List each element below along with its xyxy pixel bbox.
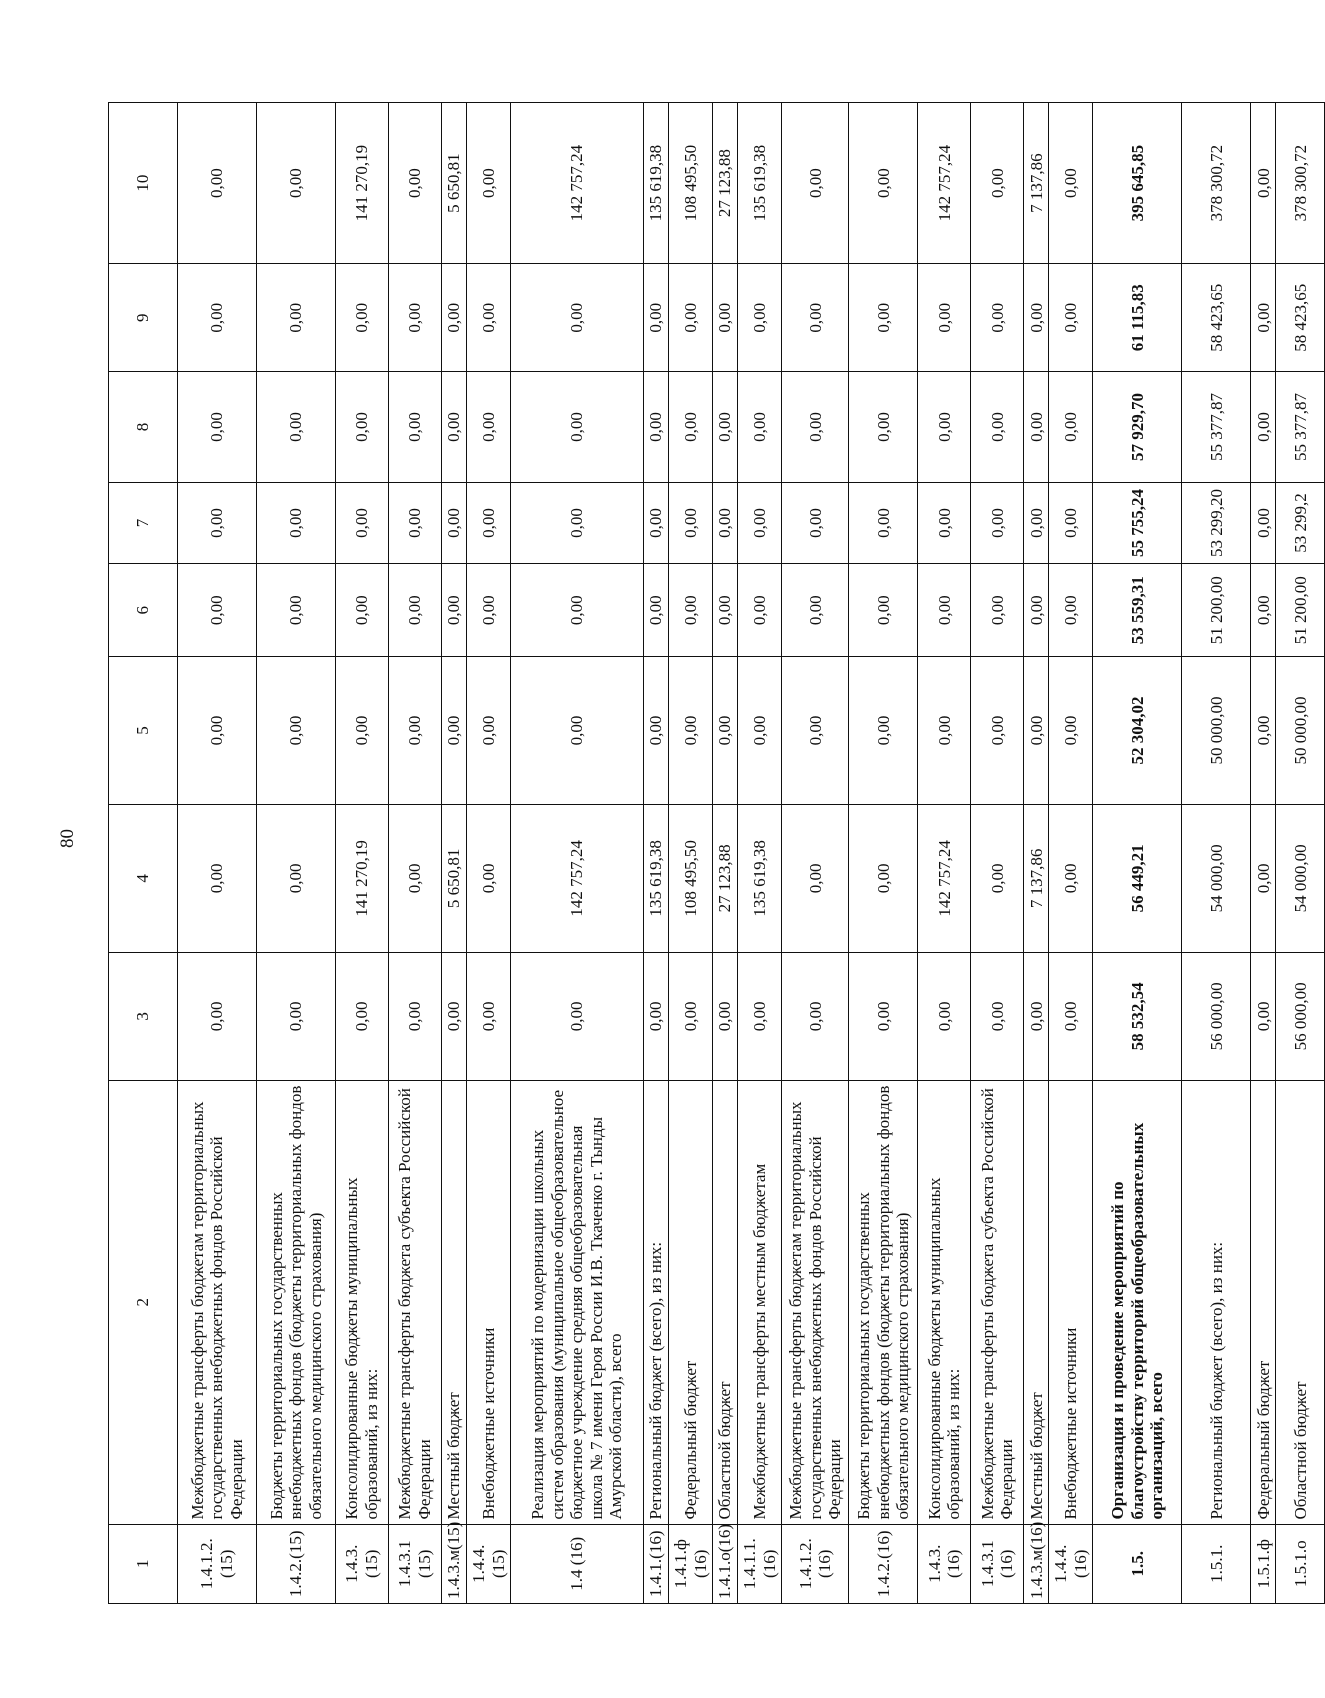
row-value-col-6: 51 200,00 xyxy=(1182,564,1251,657)
row-code: 1.4.3. (15) xyxy=(336,1524,389,1603)
row-name: Федеральный бюджет xyxy=(1251,1080,1276,1524)
column-header: 10 xyxy=(109,103,178,264)
row-name: Консолидированные бюджеты муниципальных образований, из них: xyxy=(336,1080,389,1524)
row-value-col-5: 50 000,00 xyxy=(1182,657,1251,805)
column-header: 9 xyxy=(109,264,178,372)
row-value-col-6: 0,00 xyxy=(738,564,782,657)
row-code: 1.5.1.о xyxy=(1276,1524,1325,1603)
table-row xyxy=(669,103,713,1604)
column-header: 6 xyxy=(109,564,178,657)
row-value-col-9: 0,00 xyxy=(918,264,971,372)
row-value-col-4: 0,00 xyxy=(467,804,511,952)
row-code: 1.4.3.1 (15) xyxy=(389,1524,442,1603)
row-value-col-7: 55 755,24 xyxy=(1093,482,1182,564)
row-value-col-5: 0,00 xyxy=(971,657,1024,805)
row-value-col-10: 0,00 xyxy=(257,103,336,264)
table-row xyxy=(849,103,918,1604)
row-value-col-9: 0,00 xyxy=(257,264,336,372)
row-code: 1.4.3. (16) xyxy=(918,1524,971,1603)
row-value-col-10: 135 619,38 xyxy=(738,103,782,264)
row-value-col-3: 0,00 xyxy=(669,952,713,1080)
table-row xyxy=(1251,103,1276,1604)
row-value-col-8: 0,00 xyxy=(669,372,713,482)
row-value-col-10: 5 650,81 xyxy=(442,103,467,264)
row-value-col-9: 58 423,65 xyxy=(1182,264,1251,372)
row-value-col-6: 0,00 xyxy=(389,564,442,657)
row-value-col-9: 0,00 xyxy=(178,264,257,372)
row-value-col-7: 0,00 xyxy=(511,482,644,564)
row-value-col-3: 0,00 xyxy=(971,952,1024,1080)
row-value-col-6: 0,00 xyxy=(644,564,669,657)
row-value-col-3: 58 532,54 xyxy=(1093,952,1182,1080)
row-value-col-10: 7 137,86 xyxy=(1024,103,1049,264)
row-value-col-4: 0,00 xyxy=(782,804,849,952)
row-code: 1.5.1. xyxy=(1182,1524,1251,1603)
row-value-col-5: 0,00 xyxy=(849,657,918,805)
row-value-col-9: 0,00 xyxy=(511,264,644,372)
row-value-col-5: 0,00 xyxy=(738,657,782,805)
row-value-col-7: 0,00 xyxy=(467,482,511,564)
row-value-col-10: 0,00 xyxy=(467,103,511,264)
row-value-col-10: 142 757,24 xyxy=(918,103,971,264)
row-value-col-10: 395 645,85 xyxy=(1093,103,1182,264)
column-header: 3 xyxy=(109,952,178,1080)
row-value-col-7: 0,00 xyxy=(669,482,713,564)
table-row xyxy=(1276,103,1325,1604)
row-code: 1.4.3.м(15) xyxy=(442,1524,467,1603)
row-value-col-8: 0,00 xyxy=(511,372,644,482)
row-value-col-10: 135 619,38 xyxy=(644,103,669,264)
table-row xyxy=(1182,103,1251,1604)
row-value-col-7: 0,00 xyxy=(782,482,849,564)
row-value-col-6: 0,00 xyxy=(442,564,467,657)
row-value-col-4: 54 000,00 xyxy=(1182,804,1251,952)
row-value-col-6: 0,00 xyxy=(782,564,849,657)
row-value-col-3: 0,00 xyxy=(713,952,738,1080)
row-value-col-5: 0,00 xyxy=(467,657,511,805)
row-name: Местный бюджет xyxy=(1024,1080,1049,1524)
row-code: 1.4.1.1.(16) xyxy=(738,1524,782,1603)
table-row xyxy=(1093,103,1182,1604)
table-row xyxy=(389,103,442,1604)
row-value-col-5: 0,00 xyxy=(257,657,336,805)
row-value-col-6: 0,00 xyxy=(1024,564,1049,657)
row-name: Межбюджетные трансферты бюджетам территориальных государственных внебюджетных фондов Российской Федерации xyxy=(178,1080,257,1524)
row-value-col-5: 0,00 xyxy=(782,657,849,805)
row-name: Местный бюджет xyxy=(442,1080,467,1524)
row-value-col-3: 0,00 xyxy=(1049,952,1093,1080)
page-number: 80 xyxy=(57,829,78,848)
row-value-col-8: 0,00 xyxy=(1049,372,1093,482)
row-value-col-4: 0,00 xyxy=(849,804,918,952)
row-value-col-10: 378 300,72 xyxy=(1182,103,1251,264)
row-value-col-8: 0,00 xyxy=(336,372,389,482)
row-value-col-9: 0,00 xyxy=(713,264,738,372)
row-value-col-3: 0,00 xyxy=(782,952,849,1080)
row-value-col-3: 0,00 xyxy=(1251,952,1276,1080)
row-value-col-8: 0,00 xyxy=(849,372,918,482)
row-name: Организация и проведение мероприятий по благоустройству территорий общеобразовательных организаций, всего xyxy=(1093,1080,1182,1524)
row-value-col-7: 0,00 xyxy=(1049,482,1093,564)
budget-table xyxy=(108,102,1325,1604)
row-value-col-4: 108 495,50 xyxy=(669,804,713,952)
row-value-col-6: 51 200,00 xyxy=(1276,564,1325,657)
table-row xyxy=(918,103,971,1604)
row-value-col-7: 0,00 xyxy=(442,482,467,564)
row-code: 1.4.4. (15) xyxy=(467,1524,511,1603)
row-value-col-8: 0,00 xyxy=(467,372,511,482)
table-row xyxy=(644,103,669,1604)
row-value-col-9: 0,00 xyxy=(1049,264,1093,372)
row-value-col-4: 135 619,38 xyxy=(738,804,782,952)
row-value-col-3: 0,00 xyxy=(511,952,644,1080)
row-value-col-4: 0,00 xyxy=(1049,804,1093,952)
row-name: Областной бюджет xyxy=(713,1080,738,1524)
row-value-col-6: 0,00 xyxy=(467,564,511,657)
column-header: 5 xyxy=(109,657,178,805)
row-value-col-6: 53 559,31 xyxy=(1093,564,1182,657)
row-value-col-7: 0,00 xyxy=(1024,482,1049,564)
row-value-col-3: 0,00 xyxy=(467,952,511,1080)
table-row xyxy=(713,103,738,1604)
row-code: 1.4.3.1 (16) xyxy=(971,1524,1024,1603)
row-code: 1.4.4. (16) xyxy=(1049,1524,1093,1603)
row-value-col-8: 0,00 xyxy=(782,372,849,482)
row-value-col-4: 7 137,86 xyxy=(1024,804,1049,952)
row-value-col-9: 0,00 xyxy=(849,264,918,372)
row-value-col-7: 53 299,2 xyxy=(1276,482,1325,564)
row-value-col-4: 5 650,81 xyxy=(442,804,467,952)
row-value-col-8: 0,00 xyxy=(644,372,669,482)
row-value-col-9: 0,00 xyxy=(1024,264,1049,372)
row-value-col-6: 0,00 xyxy=(178,564,257,657)
row-code: 1.4.1.о(16) xyxy=(713,1524,738,1603)
rotated-page xyxy=(108,102,1310,1604)
row-value-col-7: 0,00 xyxy=(178,482,257,564)
row-value-col-10: 0,00 xyxy=(849,103,918,264)
row-value-col-10: 142 757,24 xyxy=(511,103,644,264)
table-row xyxy=(738,103,782,1604)
row-value-col-3: 56 000,00 xyxy=(1182,952,1251,1080)
row-value-col-5: 0,00 xyxy=(713,657,738,805)
row-name: Бюджеты территориальных государственных внебюджетных фондов (бюджеты территориальных фондов обязательного медицинского страхования) xyxy=(257,1080,336,1524)
row-code: 1.4.2.(15) xyxy=(257,1524,336,1603)
column-header: 1 xyxy=(109,1524,178,1603)
row-value-col-6: 0,00 xyxy=(336,564,389,657)
row-value-col-5: 0,00 xyxy=(1024,657,1049,805)
row-value-col-8: 0,00 xyxy=(1251,372,1276,482)
table-row xyxy=(511,103,644,1604)
row-value-col-4: 0,00 xyxy=(257,804,336,952)
row-value-col-6: 0,00 xyxy=(257,564,336,657)
row-value-col-5: 0,00 xyxy=(511,657,644,805)
row-value-col-9: 0,00 xyxy=(738,264,782,372)
row-value-col-8: 0,00 xyxy=(178,372,257,482)
row-value-col-4: 142 757,24 xyxy=(918,804,971,952)
row-value-col-9: 0,00 xyxy=(442,264,467,372)
row-name: Внебюджетные источники xyxy=(467,1080,511,1524)
row-value-col-3: 0,00 xyxy=(644,952,669,1080)
row-name: Федеральный бюджет xyxy=(669,1080,713,1524)
row-value-col-8: 57 929,70 xyxy=(1093,372,1182,482)
row-name: Межбюджетные трансферты бюджета субъекта Российской Федерации xyxy=(971,1080,1024,1524)
row-value-col-9: 0,00 xyxy=(669,264,713,372)
row-value-col-5: 0,00 xyxy=(178,657,257,805)
row-code: 1.4.3.м(16) xyxy=(1024,1524,1049,1603)
row-value-col-10: 0,00 xyxy=(1251,103,1276,264)
row-code: 1.5.1.ф xyxy=(1251,1524,1276,1603)
row-value-col-4: 141 270,19 xyxy=(336,804,389,952)
row-name: Внебюджетные источники xyxy=(1049,1080,1093,1524)
row-name: Бюджеты территориальных государственных внебюджетных фондов (бюджеты территориальных фондов обязательного медицинского страхования) xyxy=(849,1080,918,1524)
row-value-col-4: 0,00 xyxy=(1251,804,1276,952)
row-code: 1.4.1.(16) xyxy=(644,1524,669,1603)
row-value-col-8: 0,00 xyxy=(971,372,1024,482)
row-name: Областной бюджет xyxy=(1276,1080,1325,1524)
row-value-col-7: 0,00 xyxy=(738,482,782,564)
row-value-col-9: 61 115,83 xyxy=(1093,264,1182,372)
row-value-col-4: 142 757,24 xyxy=(511,804,644,952)
row-name: Межбюджетные трансферты бюджета субъекта Российской Федерации xyxy=(389,1080,442,1524)
row-value-col-3: 0,00 xyxy=(336,952,389,1080)
row-value-col-3: 0,00 xyxy=(849,952,918,1080)
column-header-row xyxy=(109,103,178,1604)
row-value-col-9: 0,00 xyxy=(336,264,389,372)
row-value-col-3: 0,00 xyxy=(738,952,782,1080)
row-value-col-4: 0,00 xyxy=(178,804,257,952)
row-value-col-5: 0,00 xyxy=(442,657,467,805)
row-value-col-10: 0,00 xyxy=(389,103,442,264)
row-value-col-6: 0,00 xyxy=(849,564,918,657)
table-row xyxy=(1049,103,1093,1604)
table-row xyxy=(467,103,511,1604)
row-value-col-3: 0,00 xyxy=(442,952,467,1080)
row-value-col-8: 0,00 xyxy=(918,372,971,482)
row-value-col-8: 0,00 xyxy=(713,372,738,482)
table-row xyxy=(442,103,467,1604)
row-value-col-10: 0,00 xyxy=(1049,103,1093,264)
table-row xyxy=(178,103,257,1604)
table-row xyxy=(971,103,1024,1604)
row-value-col-6: 0,00 xyxy=(918,564,971,657)
row-value-col-8: 55 377,87 xyxy=(1182,372,1251,482)
row-value-col-4: 0,00 xyxy=(389,804,442,952)
row-value-col-3: 0,00 xyxy=(1024,952,1049,1080)
row-value-col-8: 0,00 xyxy=(389,372,442,482)
row-name: Реализация мероприятий по модернизации школьных систем образования (муниципальное общеобразовательное бюджетное учреждение средняя общеобразовательная школа № 7 имени Героя России И.В. Ткаченко г. Тынды Амурской области), всего xyxy=(511,1080,644,1524)
row-value-col-10: 0,00 xyxy=(178,103,257,264)
row-value-col-9: 0,00 xyxy=(782,264,849,372)
row-code: 1.4.1.ф (16) xyxy=(669,1524,713,1603)
row-value-col-7: 0,00 xyxy=(389,482,442,564)
row-value-col-10: 108 495,50 xyxy=(669,103,713,264)
row-value-col-6: 0,00 xyxy=(1049,564,1093,657)
row-value-col-9: 0,00 xyxy=(389,264,442,372)
row-value-col-9: 0,00 xyxy=(467,264,511,372)
row-code: 1.4 (16) xyxy=(511,1524,644,1603)
row-code: 1.5. xyxy=(1093,1524,1182,1603)
table-row xyxy=(1024,103,1049,1604)
row-value-col-5: 0,00 xyxy=(389,657,442,805)
row-value-col-4: 56 449,21 xyxy=(1093,804,1182,952)
column-header: 2 xyxy=(109,1080,178,1524)
row-code: 1.4.1.2.(16) xyxy=(782,1524,849,1603)
row-value-col-5: 0,00 xyxy=(918,657,971,805)
column-header: 7 xyxy=(109,482,178,564)
row-value-col-4: 27 123,88 xyxy=(713,804,738,952)
row-value-col-6: 0,00 xyxy=(713,564,738,657)
row-value-col-4: 135 619,38 xyxy=(644,804,669,952)
table-row xyxy=(257,103,336,1604)
row-code: 1.4.2.(16) xyxy=(849,1524,918,1603)
row-value-col-6: 0,00 xyxy=(511,564,644,657)
row-value-col-7: 0,00 xyxy=(849,482,918,564)
table-row xyxy=(336,103,389,1604)
row-value-col-5: 52 304,02 xyxy=(1093,657,1182,805)
row-name: Региональный бюджет (всего), из них: xyxy=(1182,1080,1251,1524)
row-value-col-5: 0,00 xyxy=(644,657,669,805)
row-value-col-8: 0,00 xyxy=(738,372,782,482)
row-value-col-6: 0,00 xyxy=(1251,564,1276,657)
row-value-col-9: 0,00 xyxy=(644,264,669,372)
row-value-col-10: 141 270,19 xyxy=(336,103,389,264)
row-value-col-8: 55 377,87 xyxy=(1276,372,1325,482)
row-value-col-5: 0,00 xyxy=(1251,657,1276,805)
row-value-col-3: 0,00 xyxy=(178,952,257,1080)
row-value-col-3: 56 000,00 xyxy=(1276,952,1325,1080)
row-value-col-8: 0,00 xyxy=(257,372,336,482)
row-value-col-7: 53 299,20 xyxy=(1182,482,1251,564)
row-name: Межбюджетные трансферты местным бюджетам xyxy=(738,1080,782,1524)
row-value-col-8: 0,00 xyxy=(1024,372,1049,482)
row-value-col-4: 0,00 xyxy=(971,804,1024,952)
row-name: Межбюджетные трансферты бюджетам территориальных государственных внебюджетных фондов Российской Федерации xyxy=(782,1080,849,1524)
row-value-col-9: 0,00 xyxy=(971,264,1024,372)
row-name: Консолидированные бюджеты муниципальных образований, из них: xyxy=(918,1080,971,1524)
row-value-col-6: 0,00 xyxy=(971,564,1024,657)
row-value-col-3: 0,00 xyxy=(918,952,971,1080)
row-code: 1.4.1.2.(15) xyxy=(178,1524,257,1603)
row-value-col-5: 0,00 xyxy=(336,657,389,805)
table-row xyxy=(782,103,849,1604)
column-header: 8 xyxy=(109,372,178,482)
row-value-col-7: 0,00 xyxy=(918,482,971,564)
row-value-col-5: 0,00 xyxy=(669,657,713,805)
row-value-col-7: 0,00 xyxy=(1251,482,1276,564)
row-value-col-9: 58 423,65 xyxy=(1276,264,1325,372)
row-value-col-10: 378 300,72 xyxy=(1276,103,1325,264)
row-value-col-7: 0,00 xyxy=(644,482,669,564)
row-value-col-5: 50 000,00 xyxy=(1276,657,1325,805)
row-value-col-7: 0,00 xyxy=(713,482,738,564)
row-value-col-10: 27 123,88 xyxy=(713,103,738,264)
row-value-col-3: 0,00 xyxy=(389,952,442,1080)
row-value-col-8: 0,00 xyxy=(442,372,467,482)
row-value-col-7: 0,00 xyxy=(257,482,336,564)
row-value-col-6: 0,00 xyxy=(669,564,713,657)
row-value-col-9: 0,00 xyxy=(1251,264,1276,372)
row-value-col-7: 0,00 xyxy=(336,482,389,564)
row-value-col-3: 0,00 xyxy=(257,952,336,1080)
row-value-col-7: 0,00 xyxy=(971,482,1024,564)
row-value-col-10: 0,00 xyxy=(782,103,849,264)
row-value-col-4: 54 000,00 xyxy=(1276,804,1325,952)
row-value-col-5: 0,00 xyxy=(1049,657,1093,805)
row-name: Региональный бюджет (всего), из них: xyxy=(644,1080,669,1524)
column-header: 4 xyxy=(109,804,178,952)
row-value-col-10: 0,00 xyxy=(971,103,1024,264)
